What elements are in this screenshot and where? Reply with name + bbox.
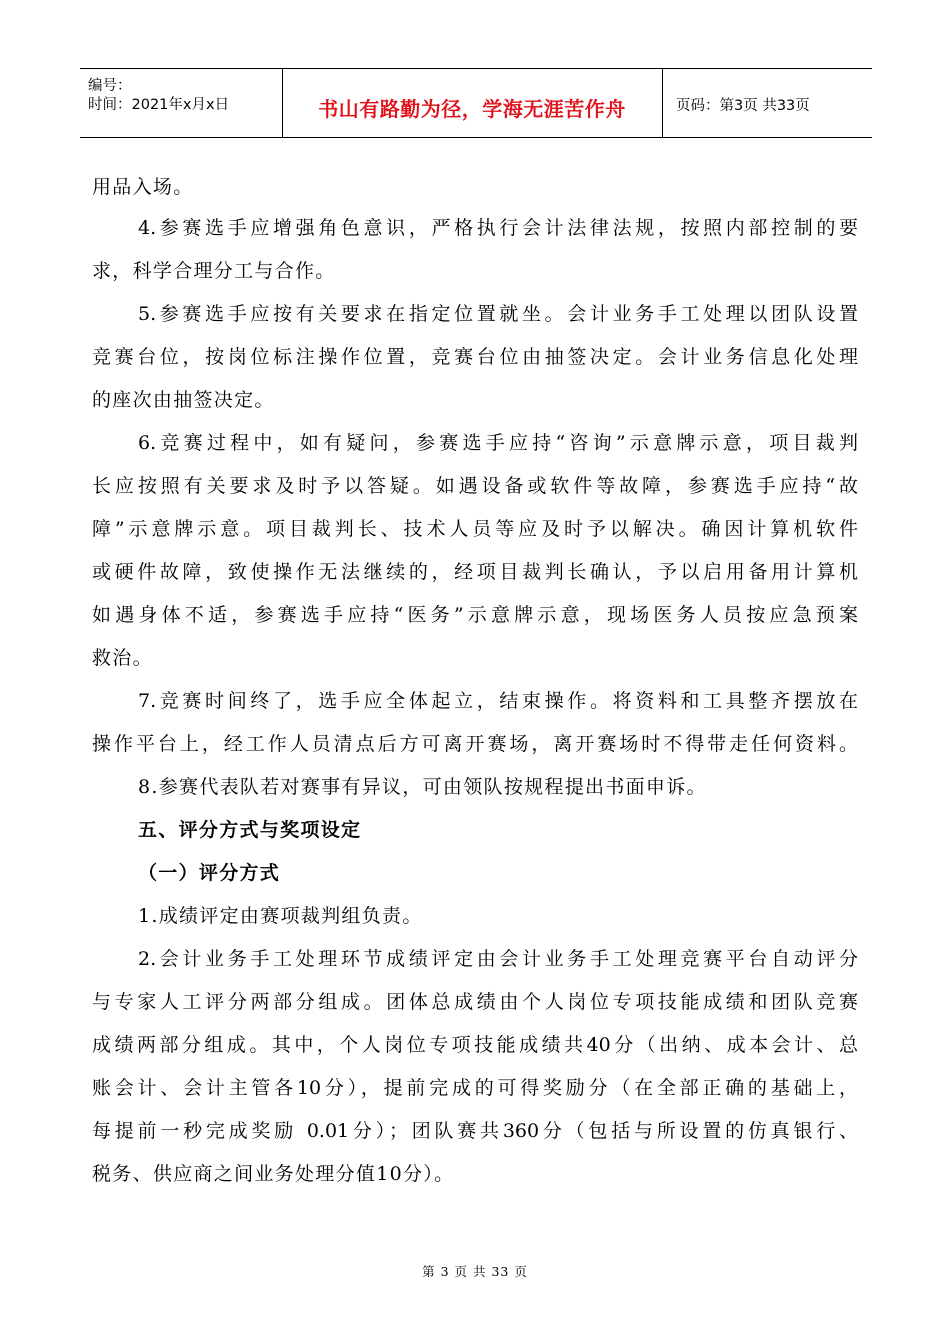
body-line: 的座次由抽签决定。	[92, 389, 275, 411]
body-line: 成绩两部分组成。其中，个人岗位专项技能成绩共40分（出纳、成本会计、总	[92, 1034, 858, 1056]
section-heading: 五、评分方式与奖项设定	[138, 819, 362, 841]
body-line: 或硬件故障，致使操作无法继续的，经项目裁判长确认，予以启用备用计算机	[92, 561, 858, 583]
page-footer: 第 3 页 共 33 页	[422, 1264, 528, 1279]
header-page-cell	[662, 69, 872, 137]
header-page-info: 页码：第3页 共33页	[676, 98, 810, 114]
body-line: 长应按照有关要求及时予以答疑。如遇设备或软件等故障，参赛选手应持“故	[92, 475, 858, 497]
body-line: 如遇身体不适，参赛选手应持“医务”示意牌示意，现场医务人员按应急预案	[92, 604, 858, 626]
document-date-label: 时间：2021年x月x日	[88, 97, 230, 113]
header-motto: 书山有路勤为径，学海无涯苦作舟	[318, 97, 626, 121]
body-line: 救治。	[92, 647, 153, 669]
body-line: 求，科学合理分工与合作。	[92, 260, 336, 282]
body-line: 5.参赛选手应按有关要求在指定位置就坐。会计业务手工处理以团队设置	[138, 303, 858, 325]
body-line: 每提前一秒完成奖励 0.01分）；团队赛共360分（包括与所设置的仿真银行、	[92, 1120, 858, 1142]
body-line: 税务、供应商之间业务处理分值10分）。	[92, 1163, 455, 1185]
body-line: 7.竞赛时间终了，选手应全体起立，结束操作。将资料和工具整齐摆放在	[138, 690, 858, 712]
body-line: 2.会计业务手工处理环节成绩评定由会计业务手工处理竞赛平台自动评分	[138, 948, 858, 970]
body-line: 4.参赛选手应增强角色意识，严格执行会计法律法规，按照内部控制的要	[138, 217, 858, 239]
body-line: 6.竞赛过程中，如有疑问，参赛选手应持“咨询”示意牌示意，项目裁判	[138, 432, 858, 454]
header-motto-cell	[282, 69, 663, 137]
document-header	[80, 68, 872, 138]
body-line: 障”示意牌示意。项目裁判长、技术人员等应及时予以解决。确因计算机软件	[92, 518, 858, 540]
document-number-label: 编号：	[88, 78, 132, 94]
body-line: 1.成绩评定由赛项裁判组负责。	[138, 905, 423, 927]
body-line: 与专家人工评分两部分组成。团体总成绩由个人岗位专项技能成绩和团队竞赛	[92, 991, 858, 1013]
body-line: 用品入场。	[92, 176, 194, 198]
body-line: 操作平台上，经工作人员清点后方可离开赛场，离开赛场时不得带走任何资料。	[92, 733, 858, 755]
body-line: 竞赛台位，按岗位标注操作位置，竞赛台位由抽签决定。会计业务信息化处理	[92, 346, 858, 368]
subsection-heading: （一）评分方式	[138, 862, 281, 884]
header-meta-cell	[80, 69, 283, 137]
body-line: 8.参赛代表队若对赛事有异议，可由领队按规程提出书面申诉。	[138, 776, 707, 798]
body-line: 账会计、会计主管各10分），提前完成的可得奖励分（在全部正确的基础上，	[92, 1077, 858, 1099]
